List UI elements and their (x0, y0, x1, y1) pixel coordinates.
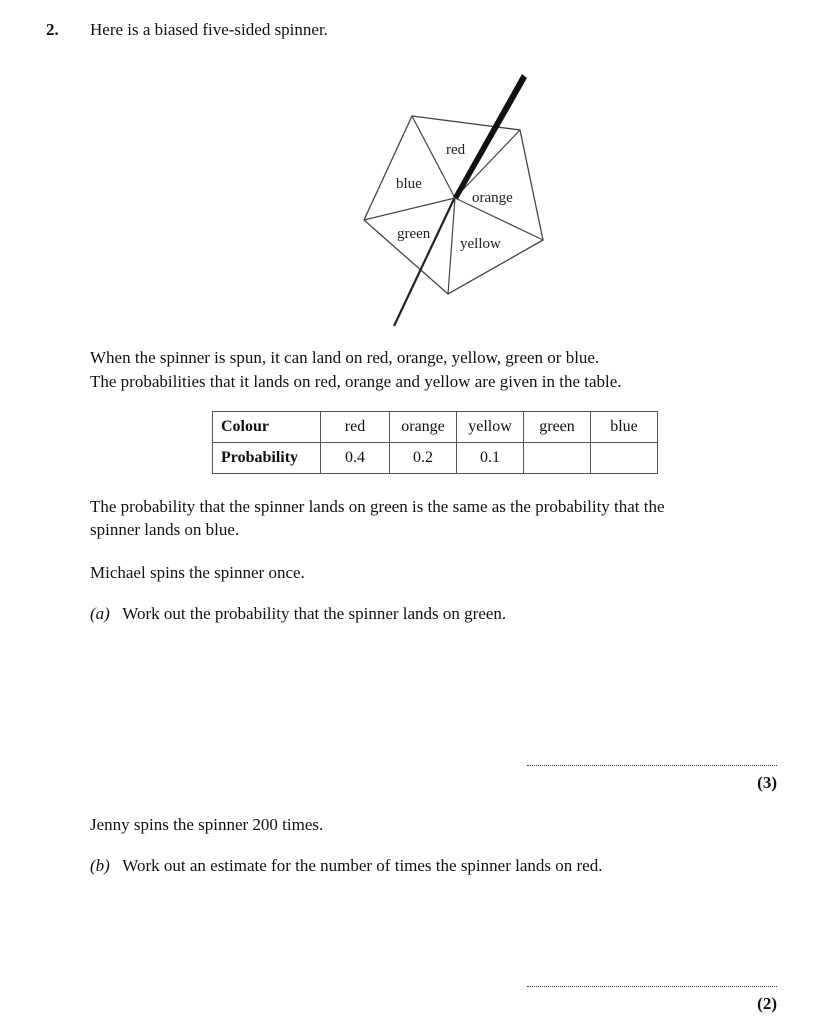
marks-b: (2) (757, 994, 777, 1013)
spinner-label-orange: orange (472, 190, 513, 206)
table-header-colour: Colour (213, 412, 321, 443)
table-cell-colour: blue (591, 412, 658, 443)
spinner-label-blue: blue (396, 176, 422, 192)
table-header-probability: Probability (213, 443, 321, 474)
spinner-label-red: red (446, 142, 466, 158)
marks-a: (3) (757, 773, 777, 792)
table-cell-probability: 0.1 (457, 443, 524, 474)
question-intro: Here is a biased five-sided spinner. (90, 20, 328, 39)
paragraph-michael: Michael spins the spinner once. (90, 563, 305, 582)
part-b-label: (b) (90, 856, 110, 875)
paragraph-spin-outcomes: When the spinner is spun, it can land on red, orange, yellow, green or blue. (90, 348, 600, 367)
paragraph-jenny: Jenny spins the spinner 200 times. (90, 815, 324, 834)
part-a-text: Work out the probability that the spinner lands on green. (122, 604, 507, 623)
spinner-label-green: green (397, 226, 431, 242)
table-cell-probability (524, 443, 591, 474)
spinner-divider-green-blue (364, 198, 455, 220)
spinner-divider-yellow-green (448, 198, 455, 294)
table-cell-colour: green (524, 412, 591, 443)
question-number: 2. (46, 20, 59, 39)
spinner-diagram (350, 68, 550, 338)
part-a-question (90, 604, 506, 624)
table-cell-colour: red (321, 412, 390, 443)
table-row-colour (213, 412, 658, 443)
part-b-question (90, 856, 602, 876)
answer-line-a[interactable] (527, 765, 777, 766)
paragraph-equal-probability-cont: spinner lands on blue. (90, 520, 240, 539)
spinner-pointer-tail (394, 199, 454, 326)
spinner-label-yellow: yellow (460, 236, 501, 252)
table-cell-probability: 0.4 (321, 443, 390, 474)
table-cell-colour: orange (390, 412, 457, 443)
table-cell-probability (591, 443, 658, 474)
spinner-pointer (453, 74, 527, 199)
answer-line-b[interactable] (527, 986, 777, 987)
paragraph-equal-probability: The probability that the spinner lands on green is the same as the probability that the (90, 497, 665, 516)
table-row-probability (213, 443, 658, 474)
part-a-label: (a) (90, 604, 110, 623)
paragraph-table-intro: The probabilities that it lands on red, orange and yellow are given in the table. (90, 372, 622, 391)
probability-table (212, 411, 658, 474)
table-cell-colour: yellow (457, 412, 524, 443)
part-b-text: Work out an estimate for the number of times the spinner lands on red. (122, 856, 603, 875)
table-cell-probability: 0.2 (390, 443, 457, 474)
